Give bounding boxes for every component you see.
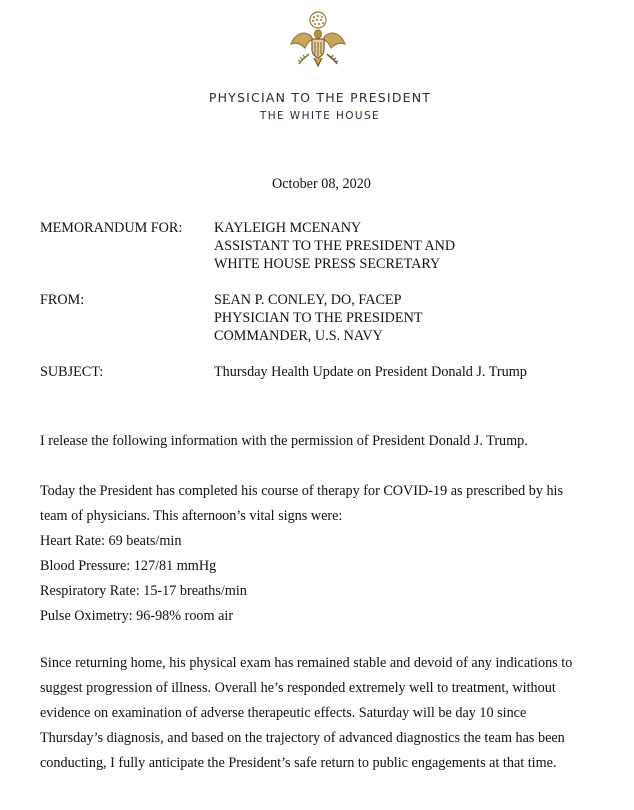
vital-pulse-oximetry: Pulse Oximetry: 96-98% room air: [40, 608, 234, 624]
memo-for-line: ASSISTANT TO THE PRESIDENT AND: [214, 238, 456, 254]
paragraph-line: Since returning home, his physical exam has remained stable and devoid of any indications to: [40, 655, 573, 671]
paragraph-line: evidence on examination of adverse therapeutic effects. Saturday will be day 10 since: [40, 705, 527, 721]
memo-for-line: WHITE HOUSE PRESS SECRETARY: [214, 256, 441, 272]
vital-respiratory-rate: Respiratory Rate: 15-17 breaths/min: [40, 583, 247, 599]
letterhead-subtitle: THE WHITE HOUSE: [259, 110, 381, 122]
from-label: FROM:: [40, 292, 85, 308]
intro-paragraph: I release the following information with the permission of President Donald J. Trump.: [40, 433, 528, 449]
paragraph-line: Thursday’s diagnosis, and based on the trajectory of advanced diagnostics the team has been: [40, 730, 565, 746]
from-line: COMMANDER, U.S. NAVY: [214, 328, 383, 344]
closing-paragraph: [40, 651, 572, 776]
vital-blood-pressure: Blood Pressure: 127/81 mmHg: [40, 558, 217, 574]
subject-label: SUBJECT:: [40, 364, 104, 380]
from-line: SEAN P. CONLEY, DO, FACEP: [214, 292, 402, 308]
paragraph-line: Today the President has completed his course of therapy for COVID-19 as prescribed by his: [40, 483, 564, 499]
therapy-paragraph: [40, 479, 563, 629]
memo-for-label: MEMORANDUM FOR:: [40, 220, 183, 236]
vital-heart-rate: Heart Rate: 69 beats/min: [40, 533, 182, 549]
subject-value: Thursday Health Update on President Donald J. Trump: [214, 364, 527, 380]
memo-for-line: KAYLEIGH MCENANY: [214, 220, 362, 236]
paragraph-line: suggest progression of illness. Overall he’s responded extremely well to treatment, without: [40, 680, 556, 696]
from-line: PHYSICIAN TO THE PRESIDENT: [214, 310, 423, 326]
letterhead-title: PHYSICIAN TO THE PRESIDENT: [208, 90, 432, 105]
presidential-seal-eagle-icon: [287, 8, 349, 72]
paragraph-line: conducting, I fully anticipate the President’s safe return to public engagements at that time.: [40, 755, 557, 771]
memo-date: October 08, 2020: [272, 176, 371, 192]
paragraph-line: team of physicians. This afternoon’s vital signs were:: [40, 508, 343, 524]
